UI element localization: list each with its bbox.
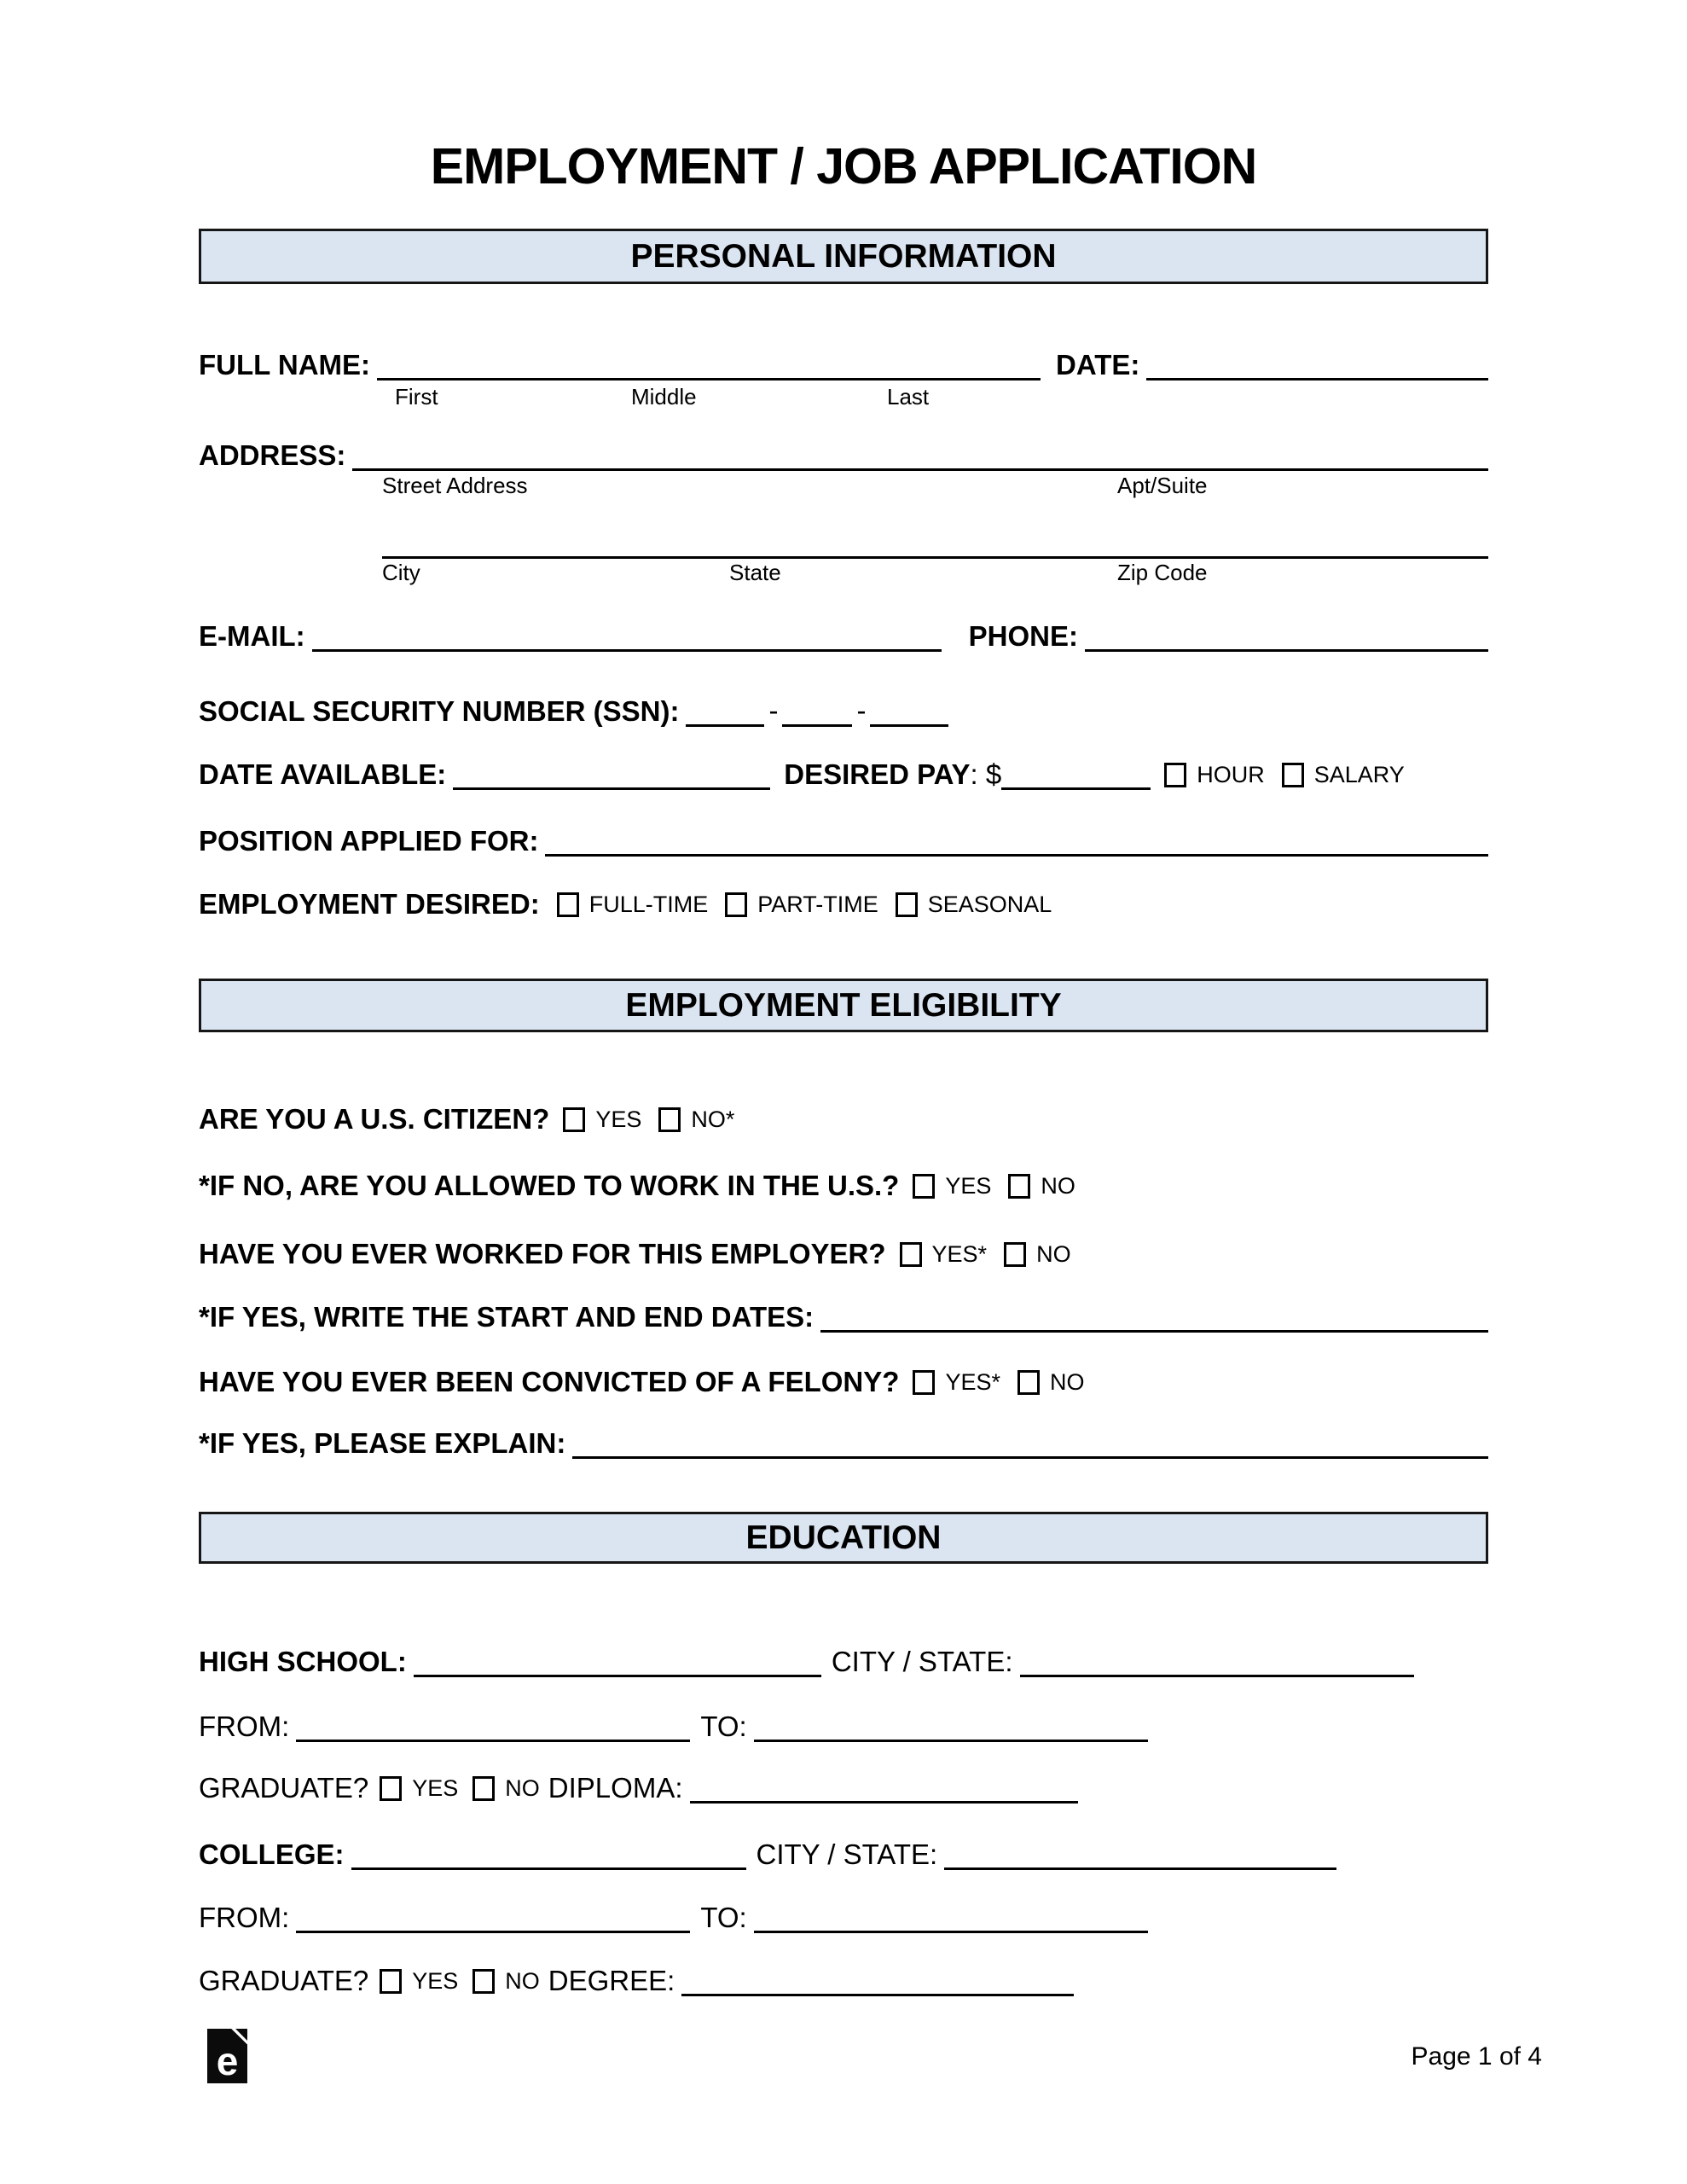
position-input-line[interactable] bbox=[545, 831, 1488, 857]
checkbox-allowed-no[interactable] bbox=[1008, 1174, 1030, 1199]
college-label: COLLEGE: bbox=[199, 1838, 345, 1871]
checkbox-felony-no[interactable] bbox=[1017, 1370, 1040, 1395]
felony-explain-row bbox=[199, 1421, 1488, 1459]
citizen-question-row bbox=[199, 1097, 1488, 1135]
checkbox-college-graduate-yes[interactable] bbox=[380, 1969, 402, 1994]
checkbox-seasonal[interactable] bbox=[896, 892, 918, 917]
college-city-state-label: CITY / STATE: bbox=[756, 1838, 938, 1871]
hs-to-input-line[interactable] bbox=[754, 1716, 1148, 1742]
college-graduate-row bbox=[199, 1959, 1488, 1996]
date-available-pay-row bbox=[199, 752, 1488, 790]
citizen-question-label: ARE YOU A U.S. CITIZEN? bbox=[199, 1103, 550, 1136]
date-available-label: DATE AVAILABLE: bbox=[199, 758, 447, 791]
checkbox-college-graduate-no[interactable] bbox=[472, 1969, 495, 1994]
start-end-dates-row bbox=[199, 1295, 1488, 1333]
eforms-logo bbox=[207, 2029, 247, 2083]
felony-explain-input-line[interactable] bbox=[572, 1433, 1488, 1459]
address-row bbox=[199, 433, 1488, 471]
desired-pay-input-line[interactable] bbox=[1001, 764, 1151, 790]
date-input-line[interactable] bbox=[1146, 355, 1488, 380]
full-name-label: FULL NAME: bbox=[199, 349, 371, 381]
full-time-label: FULL-TIME bbox=[588, 892, 709, 918]
email-label: E-MAIL: bbox=[199, 620, 305, 653]
middle-name-sublabel: Middle bbox=[631, 384, 697, 410]
allowed-to-work-label: *IF NO, ARE YOU ALLOWED TO WORK IN THE U.S.? bbox=[199, 1170, 900, 1202]
logo-letter: e bbox=[216, 2039, 239, 2083]
part-time-label: PART-TIME bbox=[757, 892, 878, 918]
phone-input-line[interactable] bbox=[1085, 626, 1488, 652]
college-degree-input-line[interactable] bbox=[681, 1971, 1074, 1996]
section-header-education bbox=[199, 1512, 1488, 1564]
checkbox-full-time[interactable] bbox=[557, 892, 579, 917]
high-school-row bbox=[199, 1640, 1488, 1677]
college-input-line[interactable] bbox=[351, 1844, 746, 1870]
college-dates-row bbox=[199, 1896, 1488, 1933]
allowed-yes-label: YES bbox=[945, 1173, 992, 1199]
worked-before-row bbox=[199, 1232, 1488, 1269]
date-available-input-line[interactable] bbox=[453, 764, 770, 790]
apt-suite-sublabel: Apt/Suite bbox=[1117, 473, 1208, 498]
worked-no-label: NO bbox=[1036, 1241, 1071, 1268]
college-city-state-input-line[interactable] bbox=[944, 1844, 1336, 1870]
pay-hour-label: HOUR bbox=[1197, 762, 1265, 788]
employment-desired-row bbox=[199, 882, 1488, 920]
ssn-hyphen: - bbox=[768, 694, 779, 726]
checkbox-citizen-yes[interactable] bbox=[563, 1107, 585, 1132]
address-sublabels bbox=[199, 474, 1488, 500]
email-input-line[interactable] bbox=[312, 626, 942, 652]
section-header-label: EDUCATION bbox=[745, 1519, 942, 1556]
street-address-sublabel: Street Address bbox=[382, 473, 528, 498]
state-sublabel: State bbox=[729, 560, 781, 585]
high-school-graduate-row bbox=[199, 1766, 1488, 1804]
hs-from-input-line[interactable] bbox=[296, 1716, 690, 1742]
college-from-input-line[interactable] bbox=[296, 1908, 690, 1933]
ssn-part3-input-line[interactable] bbox=[870, 701, 948, 727]
felony-yes-label: YES* bbox=[945, 1369, 1000, 1396]
felony-no-label: NO bbox=[1049, 1369, 1085, 1396]
allowed-no-label: NO bbox=[1041, 1173, 1075, 1199]
college-graduate-yes-label: YES bbox=[412, 1968, 459, 1995]
high-school-dates-row bbox=[199, 1705, 1488, 1742]
phone-label: PHONE: bbox=[968, 620, 1078, 653]
citizen-yes-label: YES bbox=[595, 1107, 642, 1133]
ssn-part2-input-line[interactable] bbox=[782, 701, 852, 727]
date-label: DATE: bbox=[1056, 349, 1140, 381]
checkbox-worked-no[interactable] bbox=[1004, 1242, 1026, 1267]
college-graduate-label: GRADUATE? bbox=[199, 1965, 369, 1997]
full-name-sublabels bbox=[199, 386, 1488, 411]
college-from-label: FROM: bbox=[199, 1902, 290, 1934]
checkbox-hs-graduate-yes[interactable] bbox=[380, 1776, 402, 1801]
hs-graduate-yes-label: YES bbox=[412, 1775, 459, 1802]
street-address-input-line[interactable] bbox=[352, 445, 1488, 471]
allowed-to-work-row bbox=[199, 1164, 1488, 1201]
desired-pay-label: DESIRED PAY bbox=[784, 758, 971, 791]
hs-graduate-label: GRADUATE? bbox=[199, 1772, 369, 1804]
email-phone-row bbox=[199, 614, 1488, 652]
start-end-dates-input-line[interactable] bbox=[820, 1307, 1488, 1333]
position-row bbox=[199, 819, 1488, 857]
first-name-sublabel: First bbox=[395, 384, 438, 410]
worked-yes-label: YES* bbox=[931, 1241, 988, 1268]
hs-to-label: TO: bbox=[700, 1711, 747, 1743]
checkbox-hs-graduate-no[interactable] bbox=[472, 1776, 495, 1801]
ssn-part1-input-line[interactable] bbox=[686, 701, 764, 727]
ssn-hyphen: - bbox=[856, 694, 867, 726]
checkbox-pay-hour[interactable] bbox=[1164, 763, 1186, 787]
zip-code-sublabel: Zip Code bbox=[1117, 560, 1208, 585]
felony-question-row bbox=[199, 1360, 1488, 1397]
checkbox-citizen-no[interactable] bbox=[658, 1107, 681, 1132]
page-number: Page 1 of 4 bbox=[1411, 2042, 1542, 2071]
college-to-input-line[interactable] bbox=[754, 1908, 1148, 1933]
page-title: EMPLOYMENT / JOB APPLICATION bbox=[430, 138, 1257, 195]
address-line2-row bbox=[199, 521, 1488, 559]
city-state-zip-input-line[interactable] bbox=[382, 533, 1488, 559]
college-to-label: TO: bbox=[700, 1902, 747, 1934]
checkbox-allowed-yes[interactable] bbox=[913, 1174, 935, 1199]
citizen-no-label: NO* bbox=[691, 1107, 735, 1133]
checkbox-worked-yes[interactable] bbox=[900, 1242, 922, 1267]
section-header-personal-information bbox=[199, 229, 1488, 284]
position-applied-label: POSITION APPLIED FOR: bbox=[199, 825, 539, 857]
section-header-employment-eligibility bbox=[199, 979, 1488, 1032]
last-name-sublabel: Last bbox=[887, 384, 930, 410]
college-row bbox=[199, 1833, 1488, 1870]
city-sublabel: City bbox=[382, 560, 420, 585]
hs-city-state-label: CITY / STATE: bbox=[831, 1646, 1013, 1678]
section-header-label: EMPLOYMENT ELIGIBILITY bbox=[625, 986, 1062, 1024]
ssn-label: SOCIAL SECURITY NUMBER (SSN): bbox=[199, 695, 680, 728]
ssn-row bbox=[199, 689, 1488, 727]
college-degree-label: DEGREE: bbox=[548, 1965, 675, 1997]
hs-from-label: FROM: bbox=[199, 1711, 290, 1743]
checkbox-part-time[interactable] bbox=[725, 892, 747, 917]
checkbox-felony-yes[interactable] bbox=[913, 1370, 935, 1395]
address-line2-sublabels bbox=[199, 561, 1488, 587]
high-school-label: HIGH SCHOOL: bbox=[199, 1646, 407, 1678]
address-label: ADDRESS: bbox=[199, 439, 346, 472]
hs-diploma-label: DIPLOMA: bbox=[548, 1772, 683, 1804]
high-school-input-line[interactable] bbox=[414, 1652, 821, 1677]
seasonal-label: SEASONAL bbox=[927, 892, 1052, 918]
full-name-row bbox=[199, 343, 1488, 380]
desired-pay-dollar: : $ bbox=[970, 758, 1002, 791]
employment-desired-label: EMPLOYMENT DESIRED: bbox=[199, 888, 540, 921]
felony-question-label: HAVE YOU EVER BEEN CONVICTED OF A FELONY? bbox=[199, 1366, 900, 1398]
felony-explain-label: *IF YES, PLEASE EXPLAIN: bbox=[199, 1427, 566, 1460]
section-header-label: PERSONAL INFORMATION bbox=[630, 237, 1057, 275]
full-name-input-line[interactable] bbox=[377, 355, 1041, 380]
pay-salary-label: SALARY bbox=[1313, 762, 1405, 788]
hs-diploma-input-line[interactable] bbox=[690, 1778, 1078, 1804]
checkbox-pay-salary[interactable] bbox=[1282, 763, 1304, 787]
hs-city-state-input-line[interactable] bbox=[1020, 1652, 1414, 1677]
hs-graduate-no-label: NO bbox=[505, 1775, 540, 1802]
start-end-dates-label: *IF YES, WRITE THE START AND END DATES: bbox=[199, 1301, 815, 1333]
worked-before-label: HAVE YOU EVER WORKED FOR THIS EMPLOYER? bbox=[199, 1238, 886, 1270]
college-graduate-no-label: NO bbox=[505, 1968, 540, 1995]
